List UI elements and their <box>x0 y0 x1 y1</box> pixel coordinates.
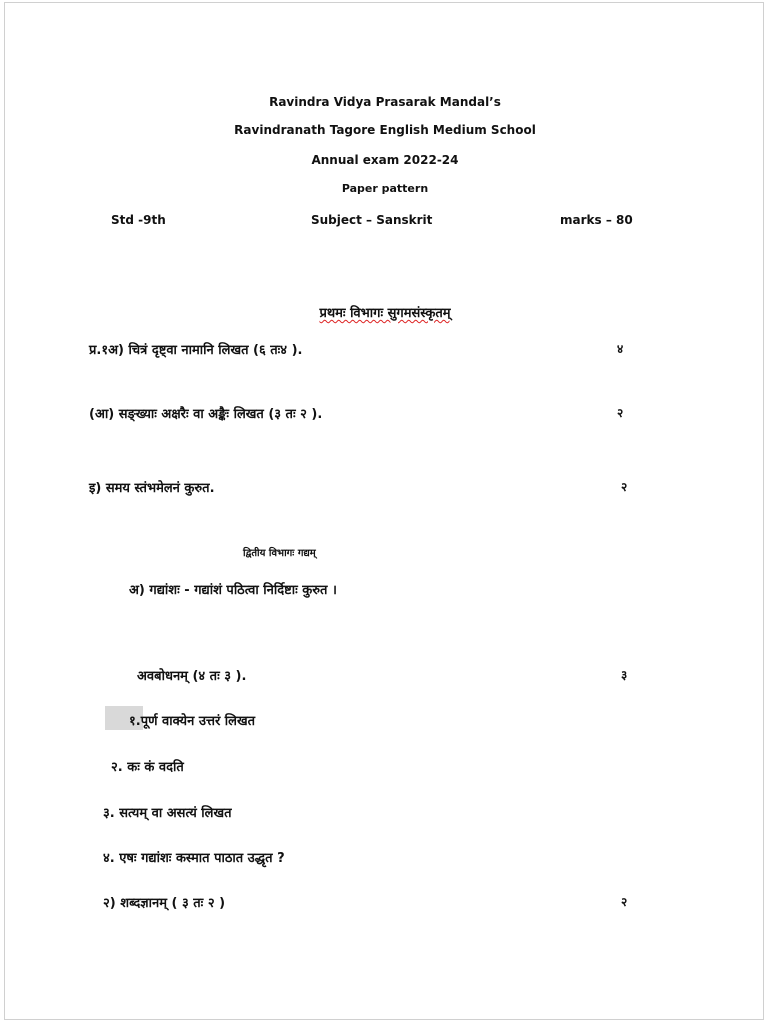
q1b-text: (आ) सङ्ख्याः अक्षरैः वा अङ्कैः लिखत (३ तः २ ). <box>89 407 323 422</box>
section1-title: प्रथमः विभागः सुगमसंस्कृतम् <box>319 306 451 321</box>
comprehension-heading: अवबोधनम् (४ तः ३ ). <box>137 669 247 684</box>
comprehension-marks: ३ <box>621 668 628 682</box>
std-label: Std -9th <box>111 213 166 227</box>
comprehension-item-1: १.पूर्ण वाक्येन उत्तरं लिखत <box>129 714 256 729</box>
comprehension-item-3: ३. सत्यम् वा असत्यं लिखत <box>103 806 232 821</box>
q1c-text: इ) समय स्तंभमेलनं कुरुत. <box>89 481 215 496</box>
comprehension-item-2: २. कः कं वदति <box>111 760 184 775</box>
vocab-question: २) शब्दज्ञानम् ( ३ तः २ ) <box>103 896 226 911</box>
q1a-marks: ४ <box>617 342 624 356</box>
vocab-marks: २ <box>621 895 628 909</box>
exam-title: Annual exam 2022-24 <box>311 153 459 167</box>
q1c-marks: २ <box>621 480 628 494</box>
org-name: Ravindra Vidya Prasarak Mandal’s <box>269 95 501 109</box>
q1a-text: प्र.१अ) चित्रं दृष्ट्वा नामानि लिखत (६ तः४ ). <box>89 343 303 358</box>
exam-paper-page <box>4 2 764 1020</box>
comprehension-item-4: ४. एषः गद्यांशः कस्मात पाठात उद्धृत ? <box>103 851 285 866</box>
total-marks-label: marks – 80 <box>560 213 633 227</box>
passage-instruction: अ) गद्यांशः - गद्यांशं पठित्वा निर्दिष्टाः कुरुत । <box>129 583 337 598</box>
paper-pattern-title: Paper pattern <box>341 182 429 195</box>
school-name: Ravindranath Tagore English Medium School <box>234 123 536 137</box>
subject-label: Subject – Sanskrit <box>311 213 433 227</box>
q1b-marks: २ <box>617 406 624 420</box>
section2-title: द्वितीय विभागः गद्यम् <box>243 548 316 559</box>
